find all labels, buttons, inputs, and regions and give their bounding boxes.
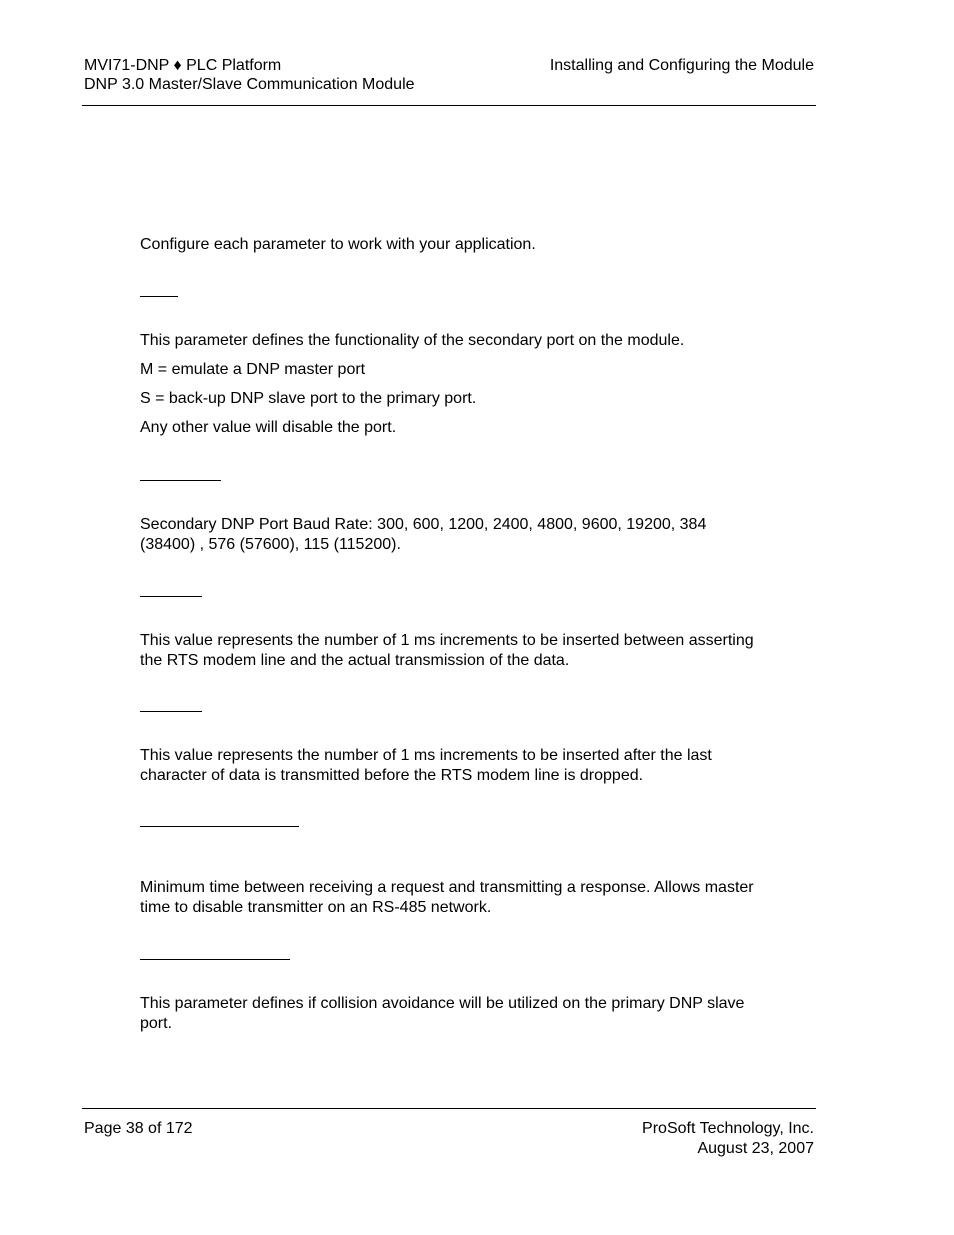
rts-off-heading-underline — [140, 711, 202, 712]
header-section-title: Installing and Configuring the Module — [549, 57, 814, 74]
baud-rate-description: Secondary DNP Port Baud Rate: 300, 600, 1200, 2400, 4800, 9600, 19200, 384 (38400) , 576 (57600), 115 (115200). — [140, 516, 707, 553]
footer-divider — [82, 1108, 816, 1109]
secondary-port-option-other: Any other value will disable the port. — [140, 419, 397, 436]
publication-date: August 23, 2007 — [697, 1140, 814, 1157]
min-response-delay-description: Minimum time between receiving a request and transmitting a response. Allows master time to disable transmitter on an RS-485 network. — [140, 879, 754, 916]
header-product-line1: MVI71-DNP ♦ PLC Platform — [84, 57, 282, 74]
secondary-port-heading-underline — [140, 296, 178, 297]
rts-on-heading-underline — [140, 596, 202, 597]
header-product — [84, 56, 415, 94]
collision-avoidance-heading-underline — [140, 959, 290, 960]
secondary-port-option-s: S = back-up DNP slave port to the primary port. — [140, 390, 477, 407]
min-response-delay-heading-underline — [140, 826, 299, 827]
page-number: Page 38 of 172 — [84, 1120, 193, 1137]
rts-on-description: This value represents the number of 1 ms increments to be inserted between asserting the RTS modem line and the actual transmission of the data. — [140, 632, 754, 669]
company-name: ProSoft Technology, Inc. — [642, 1120, 814, 1137]
secondary-port-option-m: M = emulate a DNP master port — [140, 361, 366, 378]
baud-rate-heading-underline — [140, 480, 221, 481]
secondary-port-description: This parameter defines the functionality of the secondary port on the module. — [140, 332, 685, 349]
intro-text: Configure each parameter to work with your application. — [140, 236, 536, 253]
collision-avoidance-description: This parameter defines if collision avoidance will be utilized on the primary DNP slave port. — [140, 995, 745, 1032]
rts-off-description: This value represents the number of 1 ms increments to be inserted after the last character of data is transmitted before the RTS modem line is dropped. — [140, 747, 712, 784]
header-divider — [82, 105, 816, 106]
header-product-line2: DNP 3.0 Master/Slave Communication Module — [84, 76, 415, 93]
footer-publisher — [642, 1119, 814, 1159]
